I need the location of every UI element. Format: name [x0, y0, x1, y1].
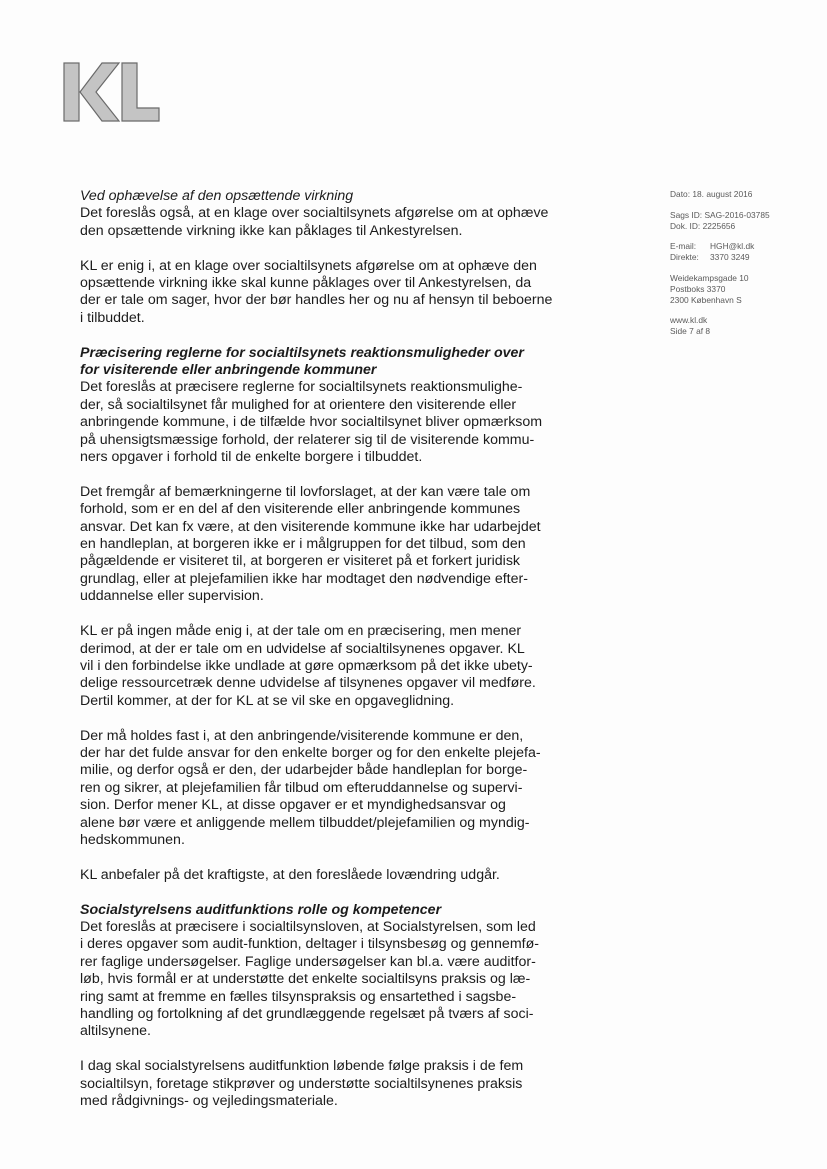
- meta-address-line: 2300 København S: [670, 294, 742, 305]
- paragraph-line: KL anbefaler på det kraftigste, at den foreslåede lovændring udgår.: [80, 866, 500, 883]
- body-section: [80, 484, 560, 606]
- paragraph-line: forhold, som er en del af den visiterende eller anbringende kommunes: [80, 501, 521, 518]
- paragraph-line: delige ressourcetræk denne udvidelse af tilsynenes opgaver vil medføre.: [80, 675, 536, 692]
- paragraph-line: løb, hvis formål er at understøtte det enkelte socialtilsyns praksis og læ-: [80, 971, 531, 988]
- body-section: [80, 258, 560, 328]
- paragraph-line: ring samt at fremme en fælles tilsynspraksis og ensartethed i sagsbe-: [80, 988, 517, 1005]
- document-meta-sidebar: [670, 189, 810, 347]
- meta-direkte-label: Direkte:: [670, 252, 699, 263]
- meta-email-value: HGH@kl.dk: [710, 241, 755, 252]
- paragraph-line: ansvar. Det kan fx være, at den visiterende kommune ikke har udarbejdet: [80, 518, 541, 535]
- meta-address-line: Postboks 3370: [670, 283, 726, 294]
- paragraph-line: alene bør være et anliggende mellem tilbuddet/plejefamilien og myndig-: [80, 814, 530, 831]
- paragraph-line: socialtilsyn, foretage stikprøver og understøtte socialtilsynenes praksis: [80, 1075, 523, 1092]
- paragraph-line: der har det fulde ansvar for den enkelte borger og for den enkelte plejefa-: [80, 744, 541, 761]
- meta-page-number: Side 7 af 8: [670, 326, 711, 337]
- paragraph-line: den opsættende virkning ikke kan påklages til Ankestyrelsen.: [80, 222, 463, 239]
- paragraph-line: vil i den forbindelse ikke undlade at gøre opmærksom på det ikke ubety-: [80, 657, 533, 674]
- meta-date: Dato: 18. august 2016: [670, 189, 753, 199]
- section-heading: Socialstyrelsens auditfunktions rolle og kompetencer: [80, 901, 442, 918]
- paragraph-line: opsættende virkning ikke skal kunne påklages over til Ankestyrelsen, da: [80, 275, 532, 292]
- paragraph-line: på uhensigtsmæssige forhold, der relaterer sig til de visiterende kommu-: [80, 431, 535, 448]
- body-section: [80, 623, 560, 710]
- meta-dok-value: 2225656: [702, 220, 736, 231]
- paragraph-line: uddannelse eller supervision.: [80, 588, 264, 605]
- paragraph-line: Dertil kommer, at der for KL at se vil ske en opgaveglidning.: [80, 692, 455, 709]
- paragraph-line: ren og sikrer, at plejefamilien får tilbud om efteruddannelse og supervi-: [80, 779, 523, 796]
- paragraph-line: Det foreslås også, at en klage over socialtilsynets afgørelse om at ophæve: [80, 205, 549, 222]
- paragraph-line: der er tale om sager, hvor der bør handles her og nu af hensyn til beboerne: [80, 292, 553, 309]
- section-heading: for visiterende eller anbringende kommuner: [80, 362, 377, 379]
- meta-address-line: Weidekampsgade 10: [670, 272, 749, 283]
- body-section: [80, 728, 560, 850]
- paragraph-line: KL er enig i, at en klage over socialtilsynets afgørelse om at ophæve den: [80, 257, 537, 274]
- meta-dok-label: Dok. ID:: [670, 220, 701, 231]
- section-heading: Ved ophævelse af den opsættende virkning: [80, 188, 354, 204]
- paragraph-line: Det foreslås at præcisere reglerne for socialtilsynets reaktionsmulighe-: [80, 379, 523, 396]
- paragraph-line: en handleplan, at borgeren ikke er i målgruppen for det tilbud, som den: [80, 536, 526, 553]
- body-section: [80, 188, 560, 240]
- paragraph-line: handling og fortolkning af det grundlæggende regelsæt på tværs af soci-: [80, 1005, 534, 1022]
- body-section: [80, 867, 560, 884]
- paragraph-line: i tilbuddet.: [80, 309, 145, 326]
- paragraph-line: sion. Derfor mener KL, at disse opgaver er et myndighedsansvar og: [80, 797, 506, 814]
- letter-body: [80, 188, 560, 1128]
- paragraph-line: Det foreslås at præcisere i socialtilsynsloven, at Socialstyrelsen, som led: [80, 918, 536, 935]
- paragraph-line: med rådgivnings- og vejledingsmateriale.: [80, 1093, 338, 1109]
- meta-dok-id: [670, 221, 810, 232]
- paragraph-line: I dag skal socialstyrelsens auditfunktion løbende følge praksis i de fem: [80, 1058, 524, 1075]
- paragraph-line: grundlag, eller at plejefamilien ikke har modtaget den nødvendige efter-: [80, 570, 528, 587]
- paragraph-line: rer faglige undersøgelser. Faglige undersøgelser kan bl.a. være auditfor-: [80, 953, 536, 970]
- paragraph-line: Det fremgår af bemærkningerne til lovforslaget, at der kan være tale om: [80, 483, 531, 500]
- paragraph-line: derimod, at der er tale om en udvidelse af socialtilsynenes opgaver. KL: [80, 640, 525, 657]
- meta-website: www.kl.dk: [670, 315, 708, 326]
- paragraph-line: der, så socialtilsynet får mulighed for at orientere den visiterende eller: [80, 396, 517, 413]
- body-section: [80, 902, 560, 1041]
- meta-email: [670, 241, 810, 252]
- paragraph-line: Der må holdes fast i, at den anbringende/visiterende kommune er den,: [80, 727, 524, 744]
- meta-sags-id: [670, 210, 810, 221]
- meta-email-label: E-mail:: [670, 241, 697, 252]
- paragraph-line: KL er på ingen måde enig i, at der tale om en præcisering, men mener: [80, 623, 522, 640]
- paragraph-line: pågældende er visiteret til, at borgeren er visiteret på et forkert juridisk: [80, 553, 521, 570]
- meta-sags-label: Sags ID:: [670, 209, 703, 220]
- meta-direkte: [670, 252, 810, 263]
- section-heading: Præcisering reglerne for socialtilsynets reaktionsmuligheder over: [80, 344, 524, 361]
- meta-direkte-value: 3370 3249: [710, 252, 750, 263]
- paragraph-line: hedskommunen.: [80, 831, 185, 848]
- body-section: [80, 345, 560, 467]
- body-section: [80, 1058, 560, 1110]
- paragraph-line: anbringende kommune, i de tilfælde hvor socialtilsynet bliver opmærksom: [80, 414, 543, 431]
- paragraph-line: milie, og derfor også er den, der udarbejder både handleplan for borge-: [80, 762, 528, 779]
- paragraph-line: i deres opgaver som audit-funktion, deltager i tilsynsbesøg og gennemfø-: [80, 936, 539, 953]
- kl-logo: [62, 60, 162, 124]
- paragraph-line: ners opgaver i forhold til de enkelte borgere i tilbuddet.: [80, 449, 423, 466]
- paragraph-line: altilsynene.: [80, 1023, 151, 1040]
- meta-sags-value: SAG-2016-03785: [704, 209, 770, 220]
